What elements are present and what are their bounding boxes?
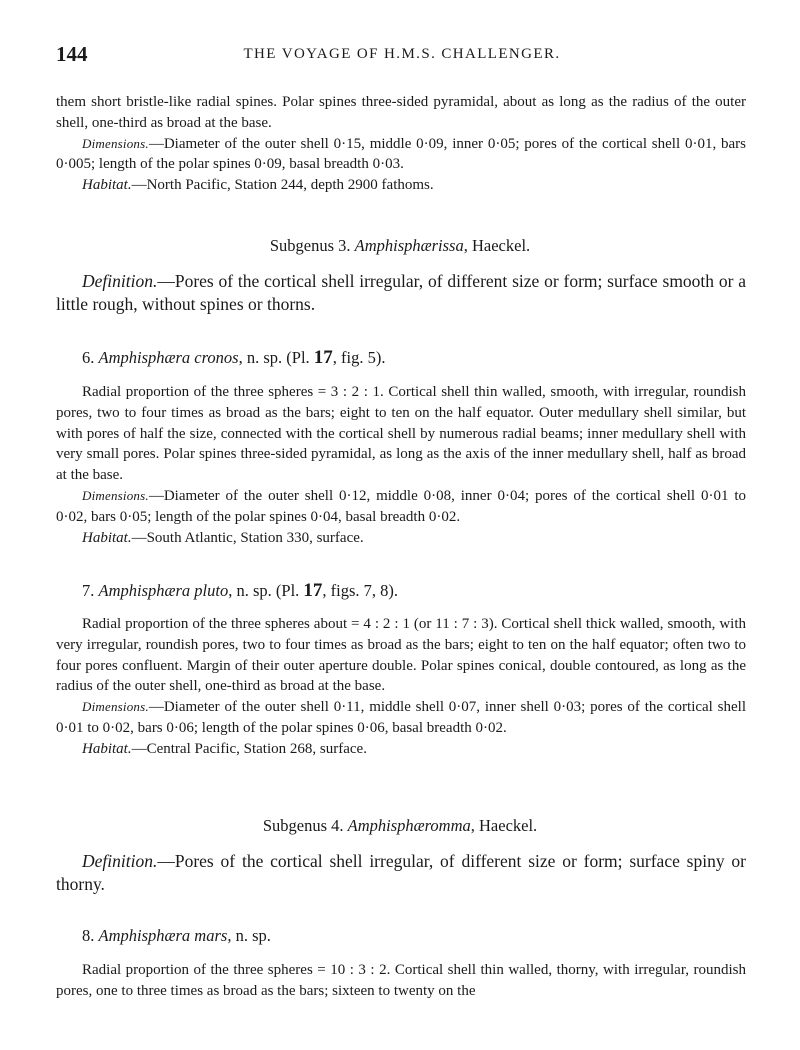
definition-label: Definition. [82, 271, 158, 291]
species-6-body [56, 382, 746, 548]
running-title: THE VOYAGE OF H.M.S. CHALLENGER. [243, 46, 561, 62]
habitat-text: —North Pacific, Station 244, depth 2900 fathoms. [131, 177, 434, 194]
species-suffix: , n. sp. (Pl. [238, 348, 310, 367]
definition-paragraph [56, 850, 746, 896]
species-name: Amphisphæra cronos [98, 348, 239, 367]
description-paragraph: Radial proportion of the three spheres about = 4 : 2 : 1 (or 11 : 7 : 3). Cortical shell thick walled, smooth, with very irregular, roundish pores, two to four times as broad as the bars; eight to ten on the half equator; often two to four pores confluent. Margin of their outer aperture double. Polar spines conical, double contoured, as long as the radius of the outer shell, one-third as broad at the base. [56, 616, 746, 695]
subgenus-3-heading [0, 236, 800, 256]
page-header [56, 42, 748, 68]
habitat-label: Habitat. [82, 740, 132, 757]
subgenus-4-heading [0, 816, 800, 836]
description-paragraph: Radial proportion of the three spheres = 3 : 2 : 1. Cortical shell thin walled, smooth, with irregular, roundish pores, two to four times as broad as the bars; eight to ten on the half equator. Outer medullary shell similar, but with pores of half the size, connected with the cortical shell by numerous radial beams; inner medullary shell with very small pores. Polar spines three-sided pyramidal, as long as the axis of the inner medullary shell, half as broad at the base. [56, 384, 746, 484]
definition-text: —Pores of the cortical shell irregular, of different size or form; surface spiny or thorny. [56, 851, 746, 894]
dimensions-label: Dimensions. [82, 487, 149, 503]
subgenus-author: , Haeckel. [463, 236, 531, 255]
definition-label: Definition. [82, 851, 158, 871]
habitat-paragraph [56, 528, 746, 549]
species-number: 7. [82, 581, 95, 600]
species-number: 6. [82, 348, 95, 367]
plate-number: 17 [313, 347, 333, 368]
intro-section [56, 92, 746, 196]
description-paragraph: Radial proportion of the three spheres = 10 : 3 : 2. Cortical shell thin walled, thorny, with irregular, roundish pores, one to three times as broad as the bars; sixteen to twenty on the [56, 962, 746, 999]
species-8-heading [82, 926, 271, 946]
subgenus-name: Amphisphærissa [354, 236, 464, 255]
figure-ref: , fig. 5). [332, 348, 386, 367]
species-suffix: , n. sp. (Pl. [228, 581, 300, 600]
subgenus-4-definition [56, 850, 746, 896]
dimensions-text: —Diameter of the outer shell 0·12, middle 0·08, inner 0·04; pores of the cortical shell 0·01 to 0·02, bars 0·05; length of the polar spines 0·04, basal breadth 0·02. [56, 487, 746, 525]
dimensions-label: Dimensions. [82, 699, 149, 715]
dimensions-paragraph [56, 134, 746, 176]
habitat-paragraph [56, 175, 746, 196]
dimensions-text: —Diameter of the outer shell 0·11, middle shell 0·07, inner shell 0·03; pores of the cortical shell 0·01 to 0·02, bars 0·06; length of the polar spines 0·06, basal breadth 0·02. [56, 699, 746, 736]
subgenus-prefix: Subgenus 3. [269, 236, 351, 255]
definition-text: —Pores of the cortical shell irregular, of different size or form; surface smooth or a little rough, without spines or thorns. [56, 271, 746, 314]
subgenus-author: , Haeckel. [470, 816, 538, 835]
habitat-label: Habitat. [82, 529, 132, 546]
species-name: Amphisphæra mars [98, 926, 228, 945]
habitat-paragraph [56, 739, 746, 760]
subgenus-name: Amphisphæromma [347, 816, 471, 835]
habitat-label: Habitat. [82, 177, 132, 194]
species-8-body [56, 960, 746, 1002]
subgenus-prefix: Subgenus 4. [262, 816, 344, 835]
dimensions-paragraph [56, 697, 746, 739]
dimensions-paragraph [56, 486, 746, 528]
species-6-heading [82, 347, 386, 369]
habitat-text: —South Atlantic, Station 330, surface. [131, 529, 364, 546]
species-name: Amphisphæra pluto [98, 581, 229, 600]
plate-number: 17 [303, 580, 323, 601]
continuation-paragraph: them short bristle-like radial spines. Polar spines three-sided pyramidal, about as long as the radius of the outer shell, one-third as broad at the base. [56, 94, 746, 131]
figure-ref: , figs. 7, 8). [322, 581, 399, 600]
species-7-heading [82, 580, 398, 602]
dimensions-label: Dimensions. [82, 135, 149, 151]
subgenus-3-definition [56, 270, 746, 316]
species-number: 8. [82, 926, 95, 945]
dimensions-text: —Diameter of the outer shell 0·15, middle 0·09, inner 0·05; pores of the cortical shell 0·01, bars 0·005; length of the polar spines 0·09, basal breadth 0·03. [56, 135, 746, 173]
species-suffix: , n. sp. [227, 926, 271, 945]
definition-paragraph [56, 270, 746, 316]
habitat-text: —Central Pacific, Station 268, surface. [131, 740, 367, 757]
species-7-body [56, 614, 746, 760]
page-number: 144 [56, 42, 88, 66]
